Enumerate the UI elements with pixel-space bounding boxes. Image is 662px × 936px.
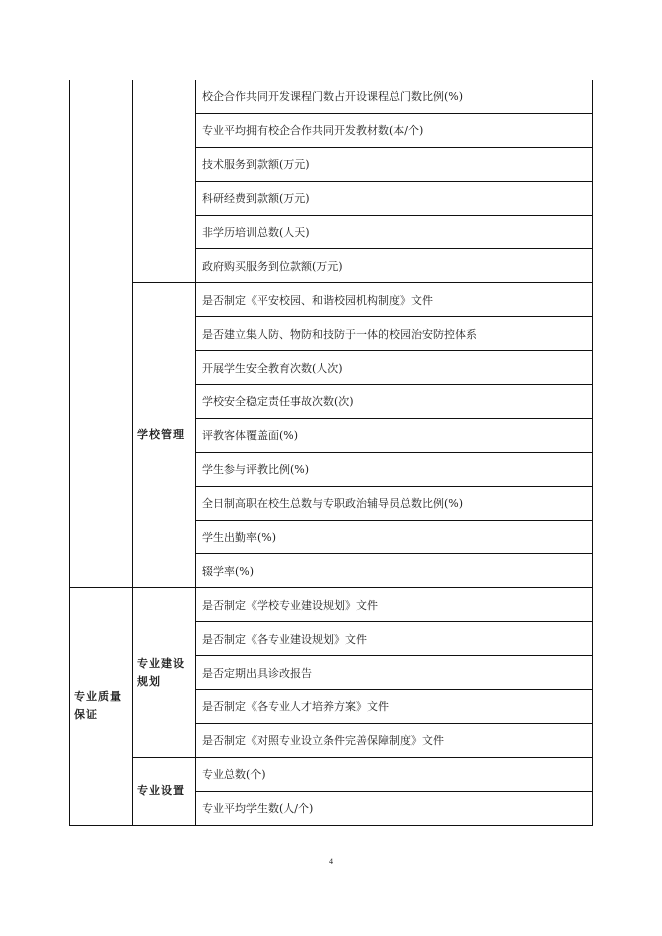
indicator-cell: 学生参与评教比例(%): [196, 452, 593, 486]
indicator-cell: 是否制定《各专业人才培养方案》文件: [196, 690, 593, 724]
indicator-cell: 学校安全稳定责任事故次数(次): [196, 385, 593, 419]
subcategory-school-management: 学校管理: [133, 283, 196, 588]
indicator-cell: 学生出勤率(%): [196, 520, 593, 554]
indicator-cell: 是否建立集人防、物防和技防于一体的校园治安防控体系: [196, 317, 593, 351]
subcategory-cell-continued: [133, 80, 196, 283]
indicator-cell: 技术服务到款额(万元): [196, 147, 593, 181]
indicator-cell: 校企合作共同开发课程门数占开设课程总门数比例(%): [196, 80, 593, 113]
table-row: [70, 283, 593, 317]
indicator-cell: 开展学生安全教育次数(人次): [196, 351, 593, 385]
indicator-cell: 专业平均学生数(人/个): [196, 791, 593, 825]
page-number: 4: [329, 857, 333, 866]
indicator-cell: 非学历培训总数(人天): [196, 215, 593, 249]
category-quality-assurance: 专业质量保证: [70, 588, 133, 825]
indicator-cell: 政府购买服务到位款额(万元): [196, 249, 593, 283]
indicator-table: [69, 80, 593, 826]
subcategory-construction-planning: 专业建设规划: [133, 588, 196, 757]
indicator-cell: 辍学率(%): [196, 554, 593, 588]
indicator-cell: 是否定期出具诊改报告: [196, 656, 593, 690]
indicator-cell: 专业总数(个): [196, 757, 593, 791]
table-row: [70, 757, 593, 791]
indicator-cell: 是否制定《学校专业建设规划》文件: [196, 588, 593, 622]
category-cell-continued: [70, 80, 133, 588]
subcategory-program-setting: 专业设置: [133, 757, 196, 825]
indicator-cell: 是否制定《对照专业设立条件完善保障制度》文件: [196, 723, 593, 757]
table-row: [70, 80, 593, 113]
indicator-cell: 全日制高职在校生总数与专职政治辅导员总数比例(%): [196, 486, 593, 520]
indicator-cell: 科研经费到款额(万元): [196, 181, 593, 215]
table-row: [70, 588, 593, 622]
indicator-cell: 是否制定《各专业建设规划》文件: [196, 622, 593, 656]
indicator-cell: 评教客体覆盖面(%): [196, 418, 593, 452]
indicator-cell: 专业平均拥有校企合作共同开发教材数(本/个): [196, 113, 593, 147]
indicator-cell: 是否制定《平安校园、和谐校园机构制度》文件: [196, 283, 593, 317]
